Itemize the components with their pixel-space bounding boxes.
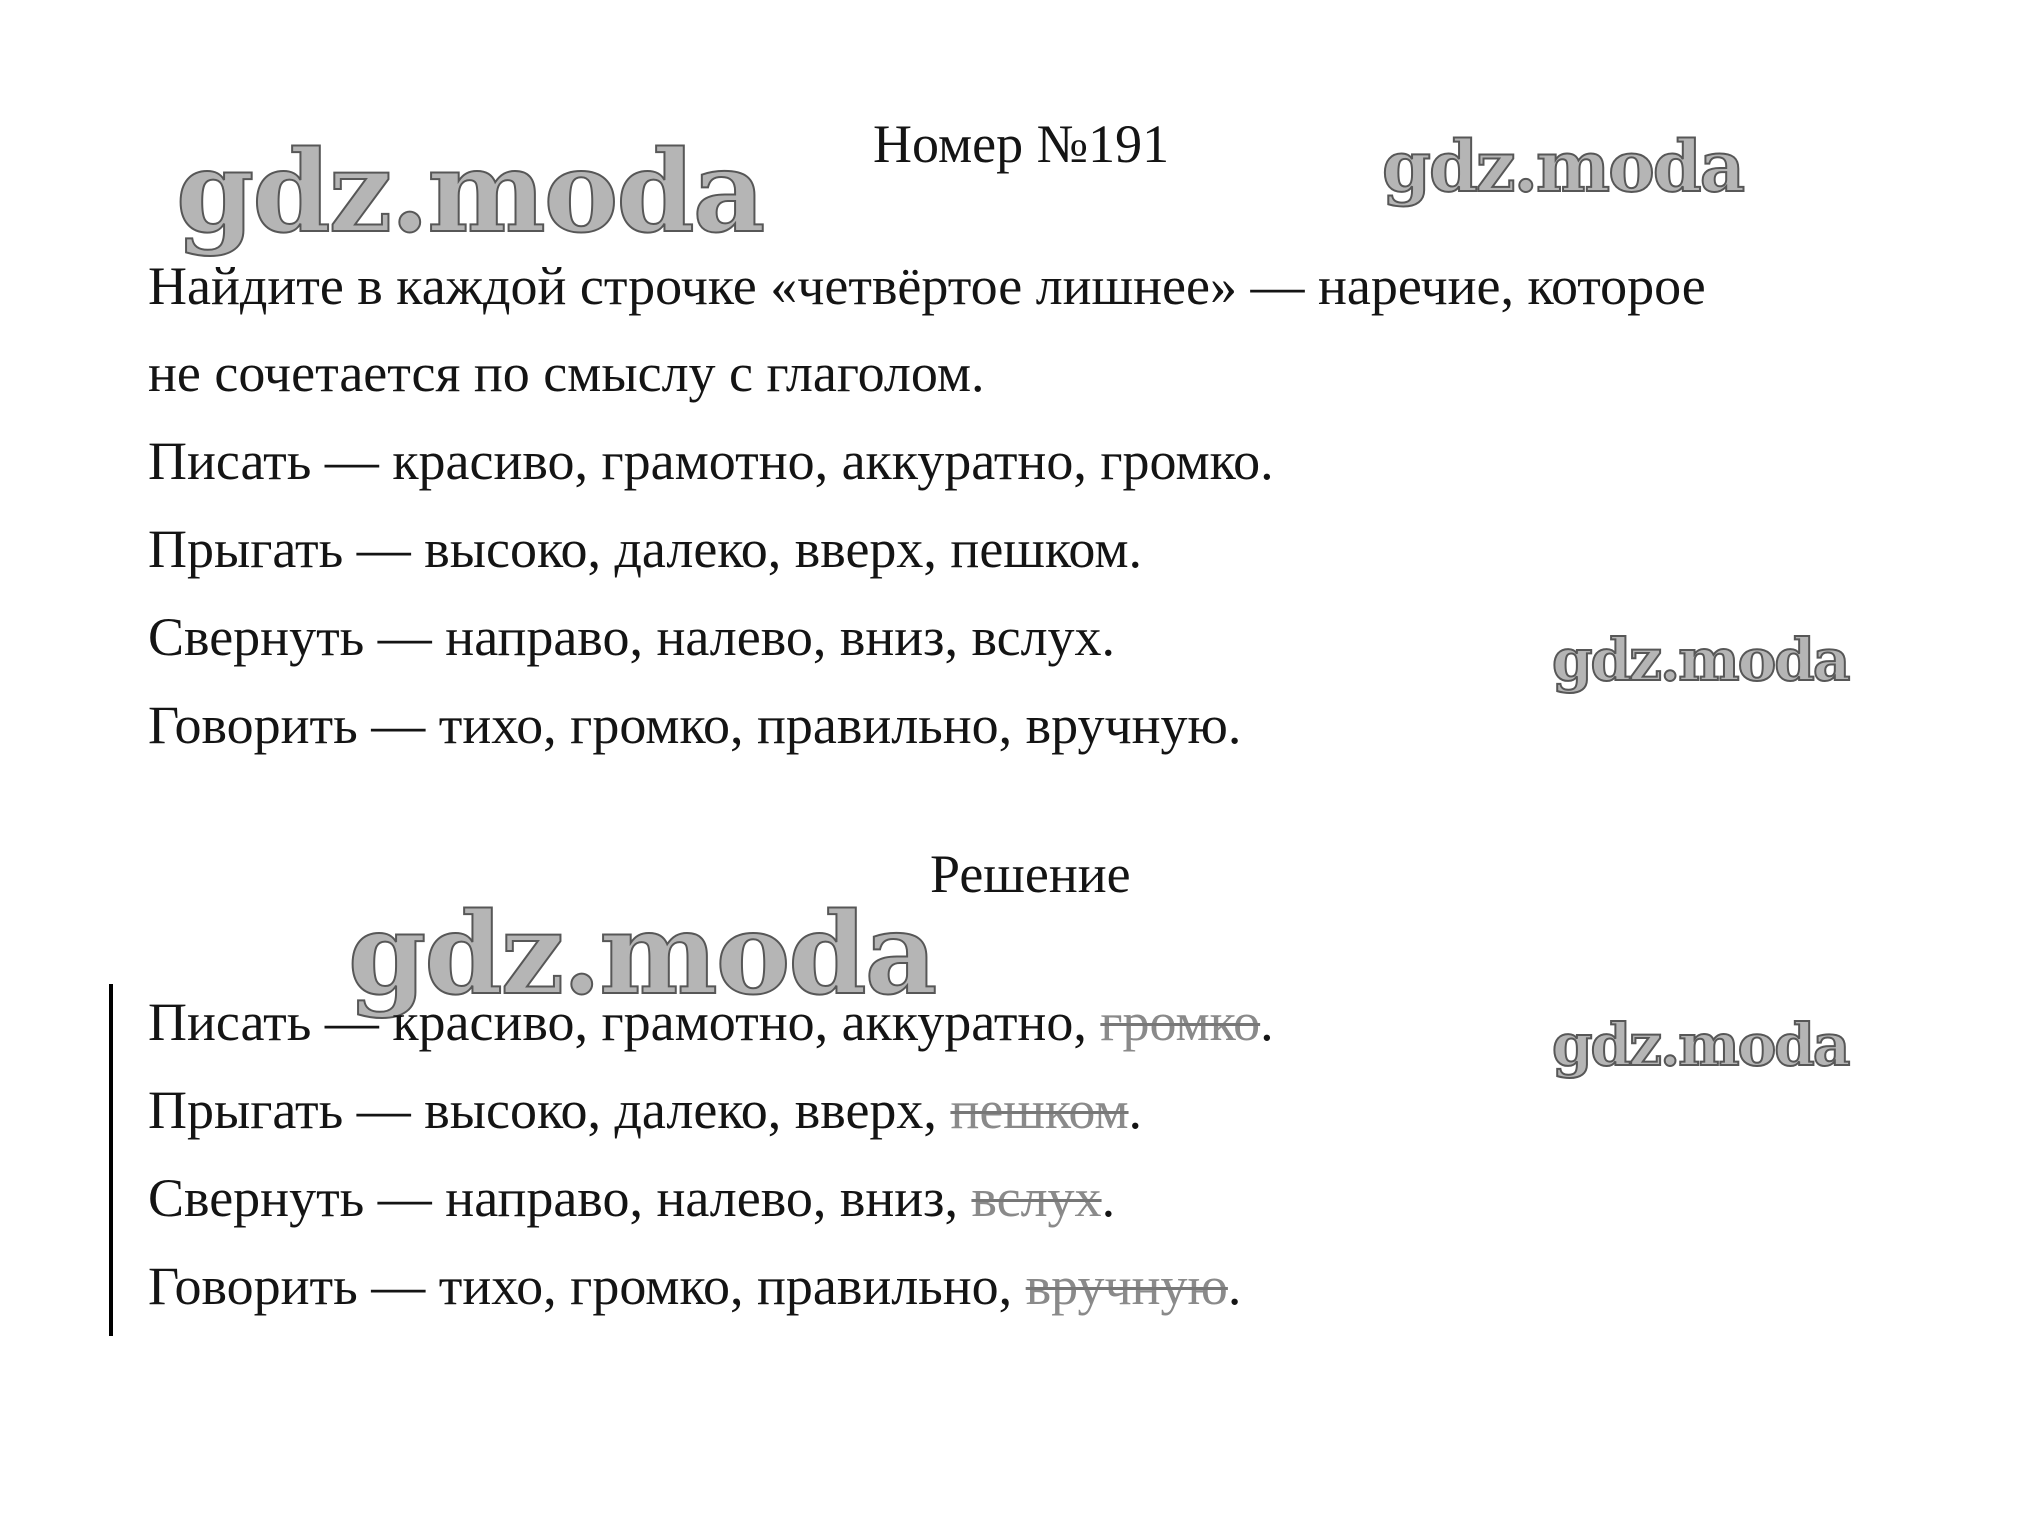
solution-row-text: Говорить — тихо, громко, правильно, xyxy=(148,1256,1026,1316)
task-row: Писать — красиво, грамотно, аккуратно, громко. xyxy=(148,431,1274,491)
task-instruction-line-1: Найдите в каждой строчке «четвёртое лишнее» — наречие, которое xyxy=(148,256,1706,316)
solution-row-end: . xyxy=(1260,992,1274,1052)
watermark-logo: gdz.moda xyxy=(1382,125,1744,208)
solution-row xyxy=(148,1074,1142,1146)
solution-row-text: Прыгать — высоко, далеко, вверх, xyxy=(148,1080,951,1140)
watermark-logo: gdz.moda xyxy=(348,889,936,1020)
task-row: Свернуть — направо, налево, вниз, вслух. xyxy=(148,607,1116,667)
exercise-number-title: Номер №191 xyxy=(873,114,1170,174)
task-row: Говорить — тихо, громко, правильно, вручную. xyxy=(148,695,1242,755)
solution-margin-line xyxy=(109,984,113,1336)
watermark-logo: gdz.moda xyxy=(1552,626,1849,694)
struck-adverb: пешком xyxy=(950,1080,1129,1140)
solution-row-end: . xyxy=(1227,1256,1242,1316)
solution-row xyxy=(148,1250,1241,1322)
task-instruction-line-2: не сочетается по смыслу с глаголом. xyxy=(148,343,985,403)
solution-row-text: Свернуть — направо, налево, вниз, xyxy=(148,1168,972,1228)
solution-heading: Решение xyxy=(930,844,1131,904)
watermark-logo: gdz.moda xyxy=(1552,1011,1849,1079)
solution-row xyxy=(148,986,1274,1058)
solution-row-end: . xyxy=(1101,1168,1116,1228)
solution-row-end: . xyxy=(1128,1080,1143,1140)
task-row: Прыгать — высоко, далеко, вверх, пешком. xyxy=(148,519,1143,579)
watermark-logo: gdz.moda xyxy=(176,127,764,258)
solution-row-text: Писать — красиво, грамотно, аккуратно, xyxy=(148,992,1101,1052)
solution-row xyxy=(148,1162,1115,1234)
struck-adverb: вручную xyxy=(1025,1256,1228,1316)
struck-adverb: громко xyxy=(1100,992,1261,1052)
struck-adverb: вслух xyxy=(971,1168,1102,1228)
